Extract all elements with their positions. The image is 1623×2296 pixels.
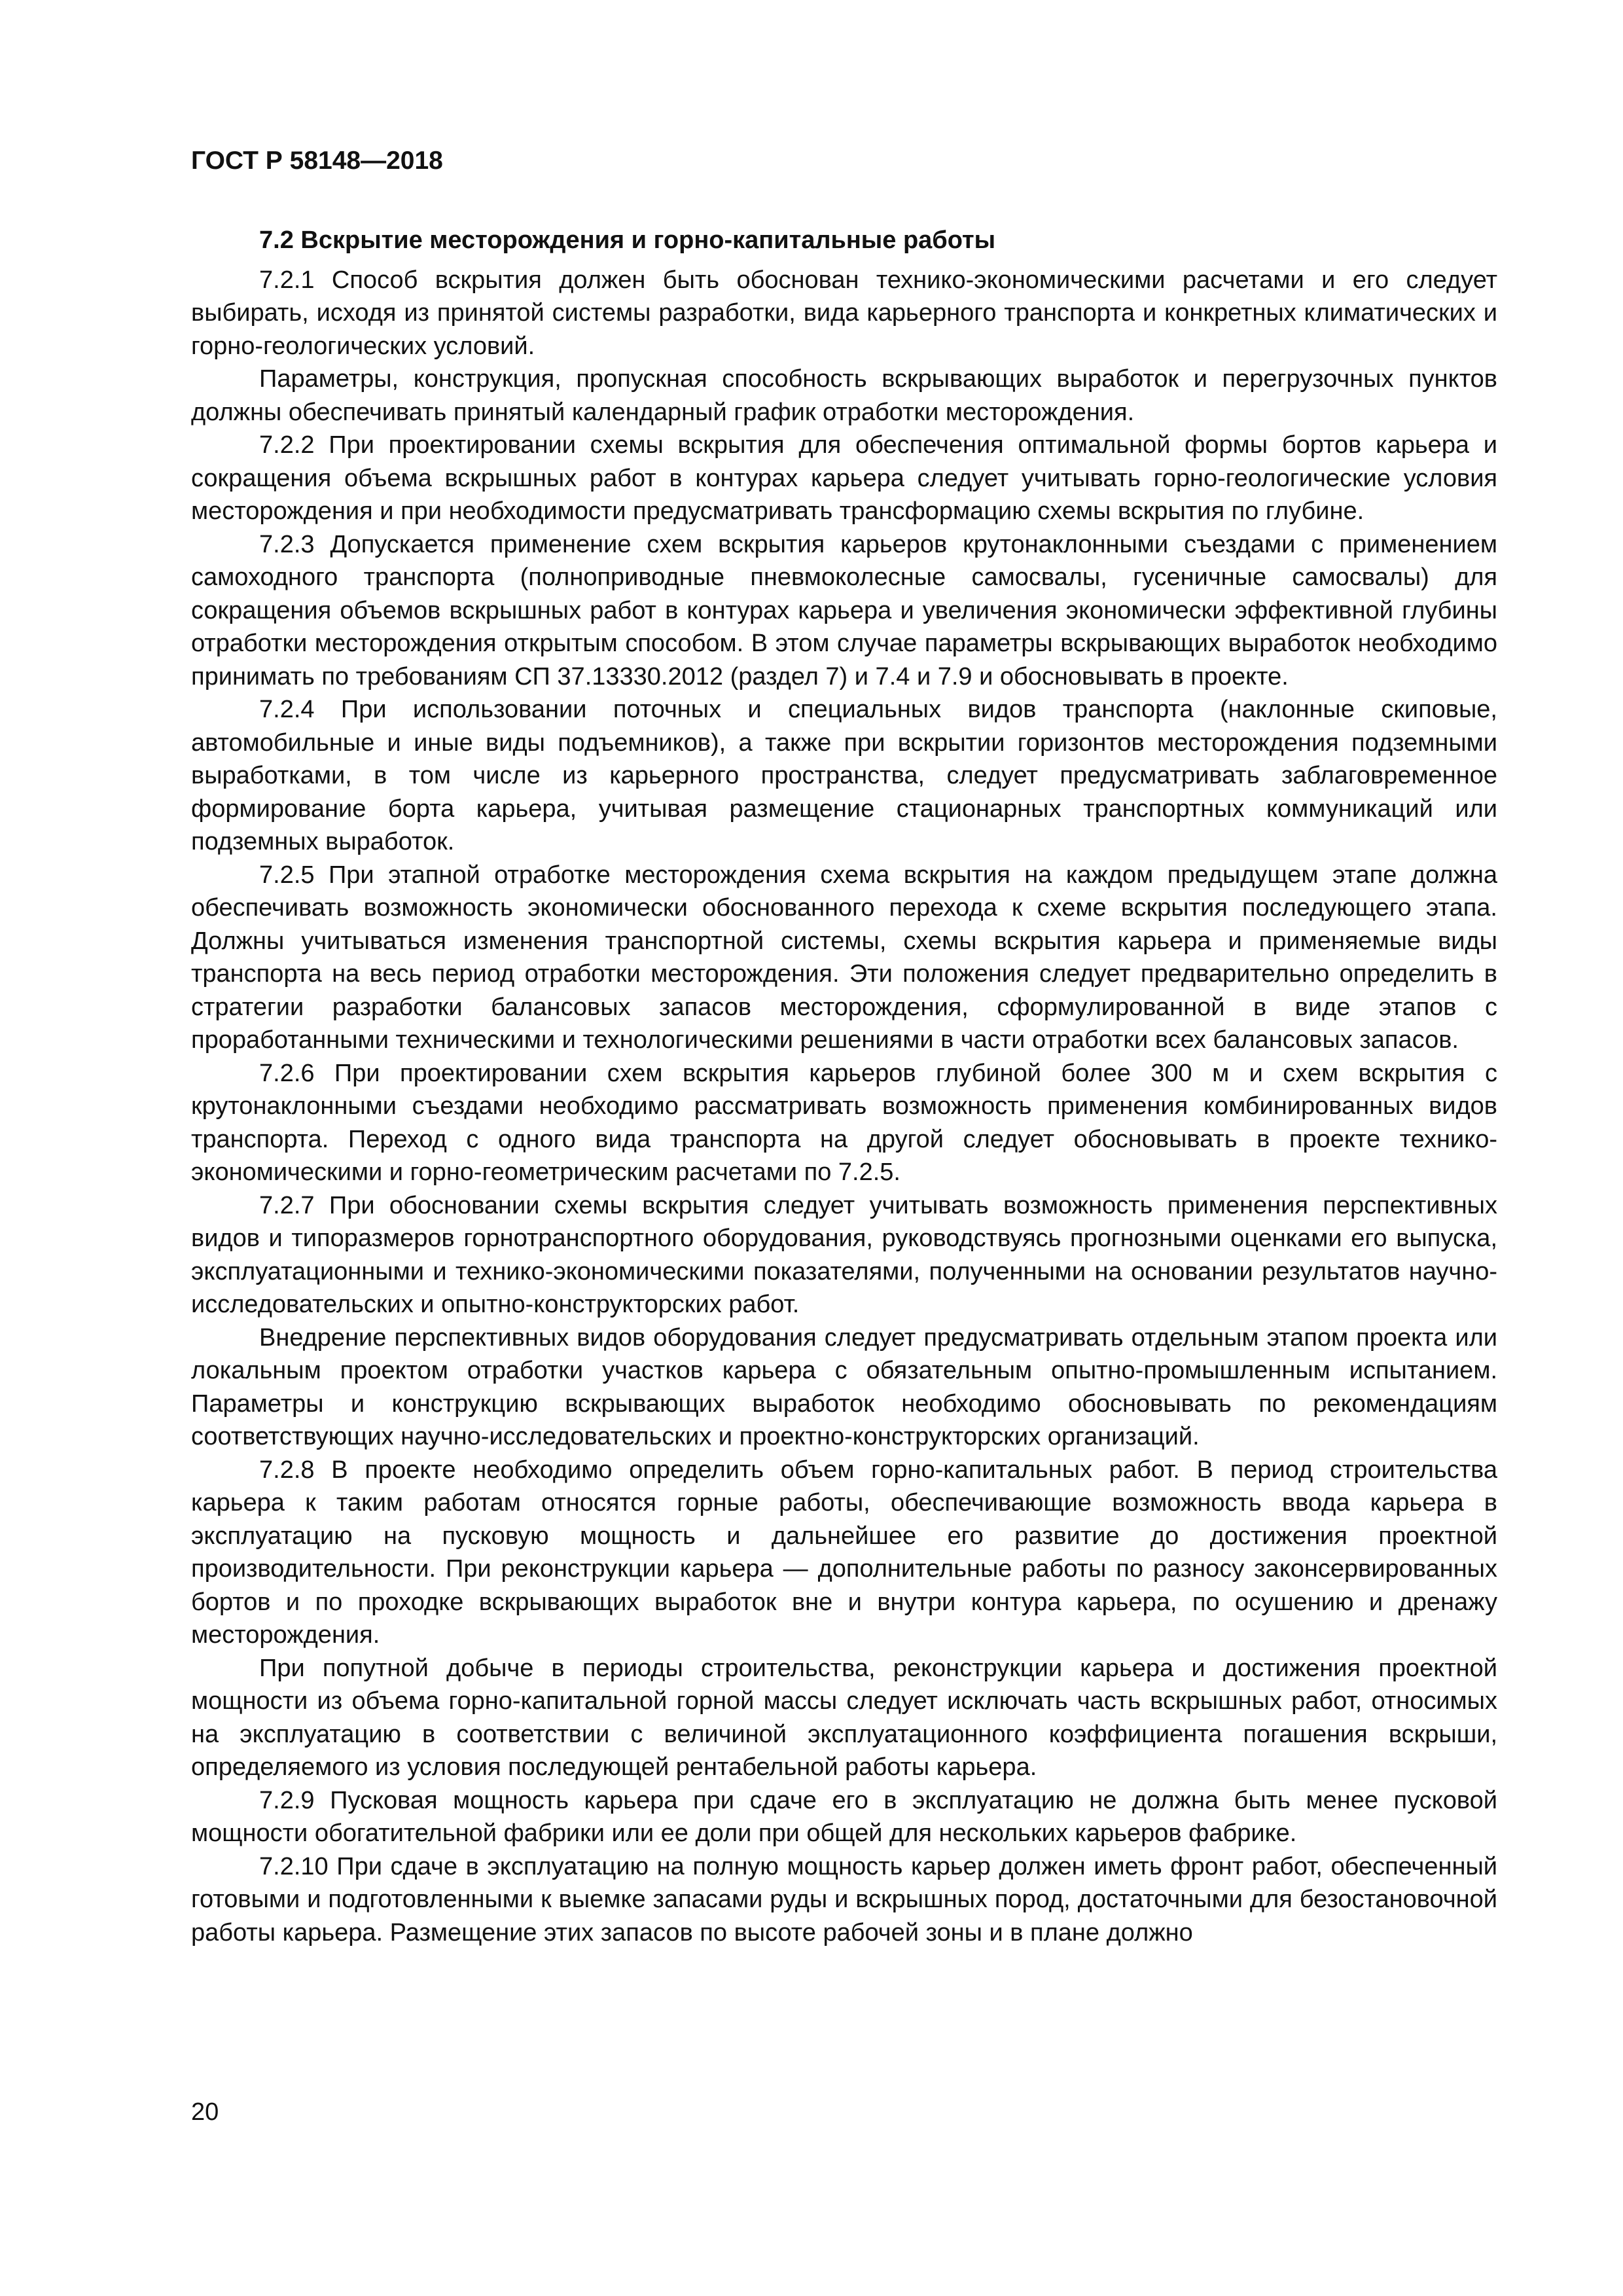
paragraph: 7.2.8 В проекте необходимо определить объем горно-капитальных работ. В период строительства карьера к таким работам относятся горные работы, обеспечивающие возможность ввода карьера в эксплуатацию на пусковую мощность и дальнейшее его развитие до достижения проектной производительности. При реконструкции карьера — дополнительные работы по разносу законсервированных бортов и по проходке вскрывающих выработок вне и внутри контура карьера, по осушению и дренажу месторождения. — [191, 1456, 1497, 1649]
paragraph: 7.2.4 При использовании поточных и специальных видов транспорта (наклонные скиповые, автомобильные и иные виды подъемников), а также при вскрытии горизонтов месторождения подземными выработками, в том числе из карьерного пространства, следует предусматривать заблаговременное формирование борта карьера, учитывая размещение стационарных транспортных коммуникаций или подземных выработок. — [191, 696, 1497, 855]
page-number: 20 — [191, 2098, 219, 2126]
paragraph: 7.2.9 Пусковая мощность карьера при сдаче его в эксплуатацию не должна быть менее пусковой мощности обогатительной фабрики или ее доли при общей для нескольких карьеров фабрике. — [191, 1786, 1497, 1847]
document-code: ГОСТ Р 58148—2018 — [191, 147, 443, 175]
section-heading: 7.2 Вскрытие месторождения и горно-капитальные работы — [259, 226, 996, 254]
paragraph: 7.2.2 При проектировании схемы вскрытия для обеспечения оптимальной формы бортов карьера и сокращения объема вскрышных работ в контурах карьера следует учитывать горно-геологические условия месторождения и при необходимости предусматривать трансформацию схемы вскрытия по глубине. — [191, 431, 1497, 525]
paragraph: Внедрение перспективных видов оборудования следует предусматривать отдельным этапом проекта или локальным проектом отработки участков карьера с обязательным опытно-промышленным испытанием. Параметры и конструкцию вскрывающих выработок необходимо обосновывать по рекомендациям соответствующих научно-исследовательских и проектно-конструкторских организаций. — [191, 1323, 1497, 1450]
paragraph: Параметры, конструкция, пропускная способность вскрывающих выработок и перегрузочных пунктов должны обеспечивать принятый календарный график отработки месторождения. — [191, 365, 1497, 426]
paragraph: При попутной добыче в периоды строительства, реконструкции карьера и достижения проектной мощности из объема горно-капитальной горной массы следует исключать часть вскрышных работ, относимых на эксплуатацию в соответствии с величиной эксплуатационного коэффициента погашения вскрыши, определяемого из условия последующей рентабельной работы карьера. — [191, 1654, 1497, 1781]
paragraph: 7.2.10 При сдаче в эксплуатацию на полную мощность карьер должен иметь фронт работ, обеспеченный готовыми и подготовленными к выемке запасами руды и вскрышных пород, достаточными для безостановочной работы карьера. Размещение этих запасов по высоте рабочей зоны и в плане должно — [191, 1852, 1497, 1946]
paragraph: 7.2.5 При этапной отработке месторождения схема вскрытия на каждом предыдущем этапе должна обеспечивать возможность экономически обоснованного перехода к схеме вскрытия последующего этапа. Должны учитываться изменения транспортной системы, схемы вскрытия карьера и применяемые виды транспорта на весь период отработки месторождения. Эти положения следует предварительно определить в стратегии разработки балансовых запасов месторождения, сформулированной в виде этапов с проработанными техническими и технологическими решениями в части отработки всех балансовых запасов. — [191, 861, 1497, 1054]
section-body — [191, 224, 1497, 1949]
paragraph: 7.2.1 Способ вскрытия должен быть обоснован технико-экономическими расчетами и его следует выбирать, исходя из принятой системы разработки, вида карьерного транспорта и конкретных климатических и горно-геологических условий. — [191, 266, 1497, 360]
paragraph: 7.2.3 Допускается применение схем вскрытия карьеров крутонаклонными съездами с применением самоходного транспорта (полноприводные пневмоколесные самосвалы, гусеничные самосвалы) для сокращения объемов вскрышных работ в контурах карьера и увеличения экономически эффективной глубины отработки месторождения открытым способом. В этом случае параметры вскрывающих выработок необходимо принимать по требованиям СП 37.13330.2012 (раздел 7) и 7.4 и 7.9 и обосновывать в проекте. — [191, 530, 1497, 691]
paragraph: 7.2.6 При проектировании схем вскрытия карьеров глубиной более 300 м и схем вскрытия с крутонаклонными съездами необходимо рассматривать возможность применения комбинированных видов транспорта. Переход с одного вида транспорта на другой следует обосновывать в проекте технико-экономическими и горно-геометрическим расчетами по 7.2.5. — [191, 1059, 1497, 1186]
paragraph: 7.2.7 При обосновании схемы вскрытия следует учитывать возможность применения перспективных видов и типоразмеров горнотранспортного оборудования, руководствуясь прогнозными оценками его выпуска, эксплуатационными и технико-экономическими показателями, полученными на основании результатов научно-исследовательских и опытно-конструкторских работ. — [191, 1191, 1497, 1318]
